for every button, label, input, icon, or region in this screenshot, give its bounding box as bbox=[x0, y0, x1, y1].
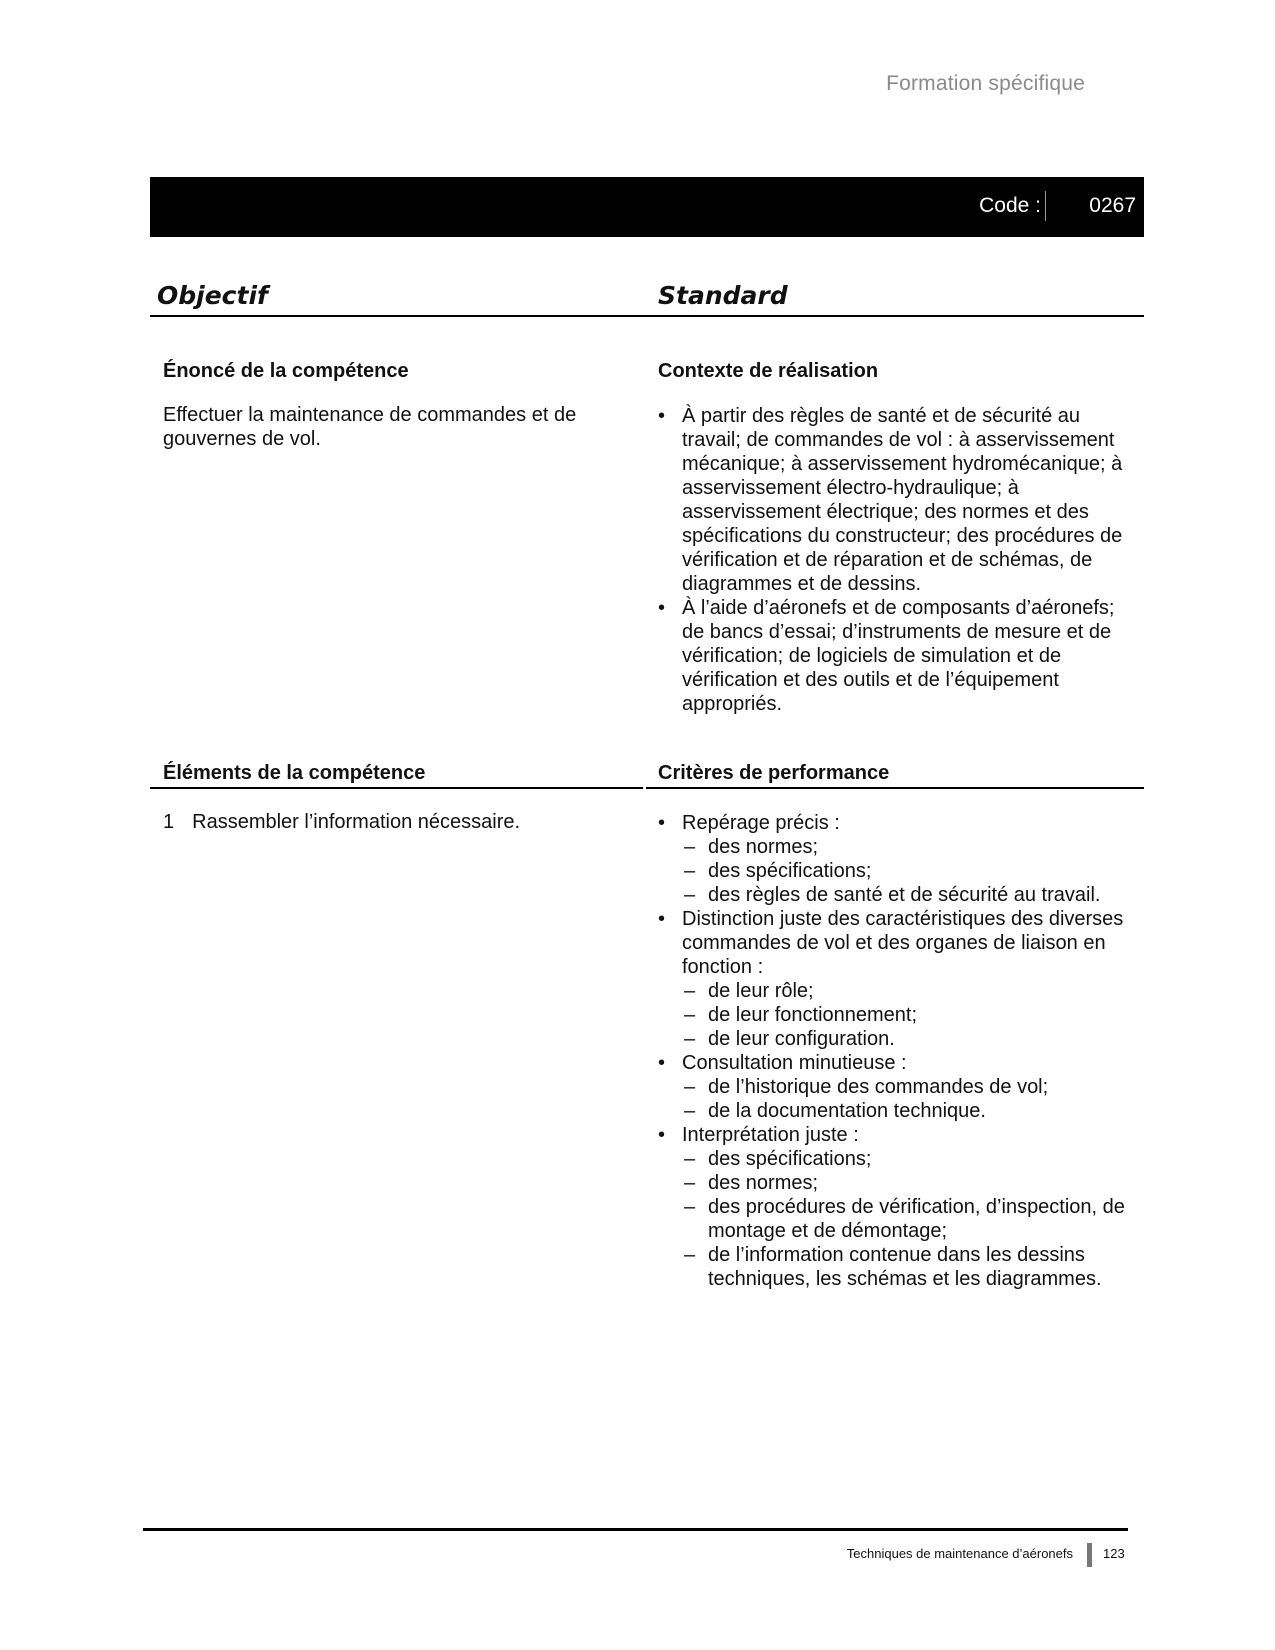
footer-rule bbox=[143, 1528, 1128, 1531]
competence-text: Effectuer la maintenance de commandes et de gouvernes de vol. bbox=[163, 404, 577, 450]
criteres-list bbox=[658, 811, 1128, 1291]
list-item: • À l’aide d’aéronefs et de composants d’aéronefs; de bancs d’essai; d’instruments de mesure et de vérification; de logiciels de simulation et de vérification et des outils et de l’équipement appropriés. bbox=[658, 597, 1115, 715]
sub-item: – de l’historique des commandes de vol; bbox=[684, 1076, 1049, 1098]
elements-heading: Éléments de la compétence bbox=[163, 762, 426, 784]
element-text: Rassembler l’information nécessaire. bbox=[192, 811, 521, 833]
code-bar bbox=[150, 177, 1144, 237]
section-title: Formation spécifique bbox=[886, 72, 1085, 95]
page-number: 123 bbox=[1103, 1546, 1125, 1561]
sub-item: – de leur configuration. bbox=[684, 1028, 895, 1050]
header-rule bbox=[150, 315, 1144, 317]
code-separator bbox=[1045, 191, 1046, 221]
sub-item: – des procédures de vérification, d’inspection, de montage et de démontage; bbox=[684, 1196, 1125, 1242]
sub-item: – de leur fonctionnement; bbox=[684, 1004, 918, 1026]
contexte-list bbox=[658, 404, 1123, 716]
list-item: • À partir des règles de santé et de sécurité au travail; de commandes de vol : à asservissement mécanique; à asservissement hydromécanique; à asservissement électro-hydraulique; à asservissement électrique; des normes et des spécifications du constructeur; des procédures de vérification et de réparation et de schémas, de diagrammes et de dessins. bbox=[658, 405, 1123, 595]
list-item: • Consultation minutieuse : – de l’historique des commandes de vol; – de la documentation technique. bbox=[658, 1051, 1128, 1123]
list-item: • Distinction juste des caractéristiques des diverses commandes de vol et des organes de liaison en fonction : – de leur rôle; – de leur fonctionnement; – de leur configuration. bbox=[658, 907, 1128, 1051]
list-item: • Interprétation juste : – des spécifications; – des normes; – des procédures de vérification, d’inspection, de montage et de démontage; – de l’information contenue dans les dessins techniques, les schémas et les diagrammes. bbox=[658, 1123, 1128, 1291]
sub-item: – des règles de santé et de sécurité au travail. bbox=[684, 884, 1101, 906]
sub-item: – des normes; bbox=[684, 1172, 819, 1194]
criteres-rule bbox=[646, 787, 1144, 789]
sub-item: – des spécifications; bbox=[684, 1148, 872, 1170]
elements-rule bbox=[150, 787, 643, 789]
sub-item: – de la documentation technique. bbox=[684, 1100, 986, 1122]
objectif-heading: Objectif bbox=[157, 281, 268, 310]
sub-item: – des spécifications; bbox=[684, 860, 872, 882]
sub-item: – des normes; bbox=[684, 836, 819, 858]
competence-heading: Énoncé de la compétence bbox=[163, 360, 409, 382]
standard-heading: Standard bbox=[658, 281, 788, 310]
code-value: 0267 bbox=[1089, 194, 1136, 217]
list-item: • Repérage précis : – des normes; – des spécifications; – des règles de santé et de sécurité au travail. bbox=[658, 811, 1128, 907]
footer-title: Techniques de maintenance d’aéronefs bbox=[846, 1546, 1073, 1561]
code-label: Code : bbox=[979, 194, 1041, 217]
footer-separator bbox=[1087, 1543, 1092, 1567]
sub-item: – de l’information contenue dans les dessins techniques, les schémas et les diagrammes. bbox=[684, 1244, 1102, 1290]
criteres-heading: Critères de performance bbox=[658, 762, 890, 784]
element-number: 1 bbox=[163, 811, 175, 833]
element-item-1 bbox=[163, 810, 520, 834]
contexte-heading: Contexte de réalisation bbox=[658, 360, 879, 382]
sub-item: – de leur rôle; bbox=[684, 980, 814, 1002]
